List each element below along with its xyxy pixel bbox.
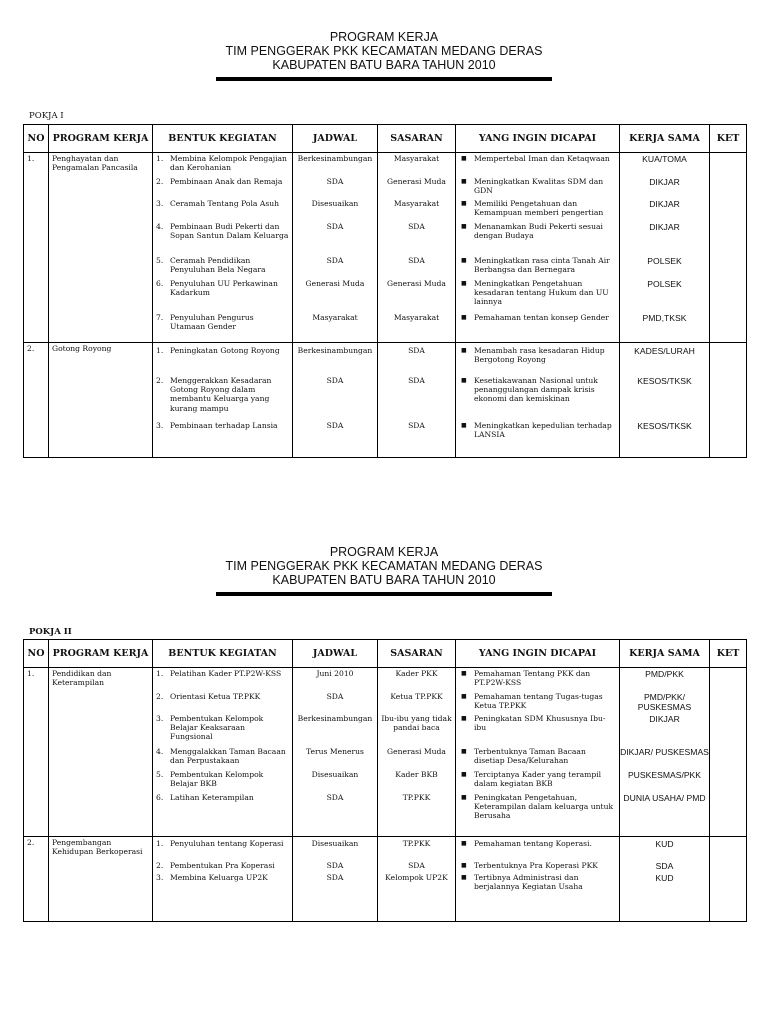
partner-value: DIKJAR: [649, 199, 680, 209]
row-number: 1.: [27, 669, 35, 678]
activity-text: Latihan Keterampilan: [170, 793, 254, 802]
cell-content: [710, 343, 746, 457]
partner-value: PMD,TKSK: [642, 313, 687, 323]
cell-program: [49, 837, 153, 922]
activity-item: [153, 793, 292, 802]
cell-bentuk: [153, 668, 293, 837]
partner-value: PMD/PKK: [645, 669, 684, 679]
schedule-value: SDA: [326, 421, 344, 430]
activity-item: [153, 376, 292, 413]
activity-item: [153, 177, 292, 186]
activity-number: 6.: [156, 793, 164, 802]
row-number: 2.: [27, 838, 35, 847]
schedule-value: SDA: [326, 793, 344, 802]
col-header-ket: KET: [710, 640, 747, 668]
target-value: Masyarakat: [393, 199, 440, 208]
cell-content: [456, 837, 619, 921]
cell-content: [378, 343, 455, 457]
row-number: 2.: [27, 344, 35, 353]
activity-item: [153, 154, 292, 172]
col-header-no: NO: [24, 125, 49, 153]
cell-jadwal: [293, 668, 378, 837]
program-name: Pendidikan dan Keterampilan: [52, 669, 112, 688]
col-header-jadwal: JADWAL: [293, 640, 378, 668]
program-name: Pengembangan Kehidupan Berkoperasi: [52, 838, 143, 857]
goal-item: [456, 861, 619, 870]
cell-no: [24, 837, 49, 922]
activity-text: Pembentukan Kelompok Belajar Keaksaraan Fungsional: [170, 714, 264, 742]
goal-text: Pemahaman tentang Tugas-tugas Ketua TP.PKK: [474, 692, 603, 711]
goal-text: Tertibnya Administrasi dan berjalannya Kegiatan Usaha: [474, 873, 583, 892]
cell-kerjasama: [620, 837, 710, 922]
activity-text: Pembinaan Budi Pekerti dan Sopan Santun Dalam Keluarga: [170, 222, 289, 241]
program-table: [23, 124, 747, 458]
cell-program: [49, 153, 153, 343]
activity-number: 2.: [156, 861, 164, 870]
cell-content: [710, 837, 746, 921]
cell-content: [710, 153, 746, 342]
target-value: Ibu-ibu yang tidak pandai baca: [381, 714, 452, 733]
goal-text: Meningkatkan Kwalitas SDM dan GDN: [474, 177, 604, 196]
bullet-icon: ■: [461, 200, 467, 207]
goal-item: [456, 154, 619, 163]
activity-item: [153, 839, 292, 848]
cell-sasaran: [378, 837, 456, 922]
goal-item: [456, 313, 619, 322]
schedule-value: Berkesinambungan: [297, 714, 373, 723]
partner-value: KUD: [655, 873, 674, 883]
goal-text: Pemahaman tentang Koperasi.: [474, 839, 592, 848]
activity-number: 5.: [156, 770, 164, 779]
cell-content: [620, 837, 709, 921]
col-header-yang: YANG INGIN DICAPAI: [456, 640, 620, 668]
cell-content: [24, 153, 48, 342]
partner-value: KUA/TOMA: [642, 154, 687, 164]
cell-bentuk: [153, 343, 293, 458]
table-row: [24, 343, 747, 458]
cell-yang: [456, 837, 620, 922]
table-row: [24, 837, 747, 922]
activity-number: 1.: [156, 346, 164, 355]
target-value: TP.PKK: [402, 839, 431, 848]
cell-jadwal: [293, 153, 378, 343]
activity-item: [153, 861, 292, 870]
goal-text: Menanamkan Budi Pekerti sesuai dengan Budaya: [474, 222, 603, 241]
bullet-icon: ■: [461, 223, 467, 230]
cell-content: [620, 153, 709, 342]
activity-number: 7.: [156, 313, 164, 322]
bullet-icon: ■: [461, 748, 467, 755]
goal-item: [456, 346, 619, 364]
cell-yang: [456, 668, 620, 837]
header-title: PROGRAM KERJA: [329, 545, 439, 559]
pokja-label: POKJA II: [29, 627, 72, 637]
table-body: [24, 153, 747, 458]
goal-item: [456, 177, 619, 195]
goal-text: Meningkatkan Pengetahuan kesadaran tentang Hukum dan UU lainnya: [474, 279, 609, 307]
table-row: [24, 153, 747, 343]
goal-text: Terbentuknya Pra Koperasi PKK: [474, 861, 598, 870]
cell-sasaran: [378, 343, 456, 458]
activity-number: 3.: [156, 199, 164, 208]
activity-item: [153, 279, 292, 297]
cell-content: [24, 668, 48, 836]
col-header-no: NO: [24, 640, 49, 668]
goal-text: Mempertebal Iman dan Ketaqwaan: [474, 154, 610, 163]
target-value: SDA: [408, 346, 425, 355]
col-header-kerjasama: KERJA SAMA: [620, 640, 710, 668]
col-header-program: PROGRAM KERJA: [49, 640, 153, 668]
schedule-value: SDA: [326, 177, 344, 186]
cell-yang: [456, 153, 620, 343]
activity-item: [153, 199, 292, 208]
col-header-sasaran: SASARAN: [378, 125, 456, 153]
cell-content: [456, 153, 619, 342]
cell-content: [24, 343, 48, 457]
activity-text: Pembinaan Anak dan Remaja: [170, 177, 283, 186]
target-value: Kelompok UP2K: [385, 873, 448, 882]
cell-ket: [710, 343, 747, 458]
goal-item: [456, 256, 619, 274]
target-value: Masyarakat: [393, 154, 440, 163]
activity-text: Menggerakkan Kesadaran Gotong Royong dalam membantu Keluarga yang kurang mampu: [170, 376, 272, 413]
bullet-icon: ■: [461, 771, 467, 778]
col-header-program: PROGRAM KERJA: [49, 125, 153, 153]
bullet-icon: ■: [461, 794, 467, 801]
activity-text: Penyuluhan tentang Koperasi: [170, 839, 284, 848]
schedule-value: Disesuaikan: [311, 770, 359, 779]
schedule-value: Disesuaikan: [311, 199, 359, 208]
cell-kerjasama: [620, 668, 710, 837]
cell-kerjasama: [620, 343, 710, 458]
cell-content: [153, 668, 292, 836]
cell-content: [153, 153, 292, 342]
schedule-value: Disesuaikan: [311, 839, 359, 848]
bullet-icon: ■: [461, 693, 467, 700]
cell-bentuk: [153, 153, 293, 343]
activity-number: 2.: [156, 177, 164, 186]
activity-item: [153, 770, 292, 788]
activity-number: 3.: [156, 421, 164, 430]
row-number: 1.: [27, 154, 35, 163]
partner-value: DIKJAR: [649, 177, 680, 187]
header-divider: [216, 592, 552, 596]
partner-value: DUNIA USAHA/ PMD: [623, 793, 706, 803]
schedule-value: Masyarakat: [312, 313, 358, 322]
goal-item: [456, 747, 619, 765]
goal-text: Pemahaman Tentang PKK dan PT.P2W-KSS: [474, 669, 591, 688]
partner-value: KESOS/TKSK: [637, 376, 692, 386]
header-region-year: KABUPATEN BATU BARA TAHUN 2010: [272, 573, 496, 587]
goal-text: Peningkatan SDM Khususnya Ibu-ibu: [474, 714, 606, 733]
schedule-value: SDA: [326, 256, 344, 265]
cell-content: [49, 837, 152, 921]
header-title: PROGRAM KERJA: [329, 30, 439, 44]
goal-text: Meningkatkan rasa cinta Tanah Air Berbangsa dan Bernegara: [474, 256, 610, 275]
activity-text: Membina Keluarga UP2K: [170, 873, 268, 882]
cell-content: [49, 153, 152, 342]
goal-text: Terciptanya Kader yang terampil dalam kegiatan BKB: [474, 770, 602, 789]
partner-value: PMD/PKK/ PUSKESMAS: [637, 692, 692, 712]
schedule-value: Berkesinambungan: [297, 154, 373, 163]
bullet-icon: ■: [461, 178, 467, 185]
cell-bentuk: [153, 837, 293, 922]
schedule-value: Berkesinambungan: [297, 346, 373, 355]
activity-item: [153, 313, 292, 331]
schedule-value: SDA: [326, 376, 344, 385]
activity-text: Ceramah Pendidikan Penyuluhan Bela Negara: [170, 256, 266, 275]
schedule-value: Terus Menerus: [306, 747, 364, 756]
cell-content: [710, 668, 746, 836]
col-header-bentuk: BENTUK KEGIATAN: [153, 640, 293, 668]
partner-value: POLSEK: [647, 279, 682, 289]
partner-value: KADES/LURAH: [634, 346, 695, 356]
cell-kerjasama: [620, 153, 710, 343]
goal-text: Menambah rasa kesadaran Hidup Bergotong Royong: [474, 346, 605, 365]
activity-item: [153, 256, 292, 274]
activity-number: 4.: [156, 222, 164, 231]
cell-jadwal: [293, 837, 378, 922]
goal-item: [456, 199, 619, 217]
target-value: Generasi Muda: [387, 279, 446, 288]
bullet-icon: ■: [461, 377, 467, 384]
cell-content: [456, 343, 619, 457]
target-value: Kader PKK: [395, 669, 438, 678]
goal-item: [456, 839, 619, 848]
activity-item: [153, 421, 292, 430]
cell-content: [24, 837, 48, 921]
target-value: SDA: [408, 222, 425, 231]
program-table: [23, 639, 747, 922]
goal-text: Meningkatkan kepedulian terhadap LANSIA: [474, 421, 612, 440]
document-header-2: [0, 545, 768, 596]
activity-text: Ceramah Tentang Pola Asuh: [170, 199, 280, 208]
col-header-bentuk: BENTUK KEGIATAN: [153, 125, 293, 153]
goal-item: [456, 793, 619, 821]
bullet-icon: ■: [461, 715, 467, 722]
cell-ket: [710, 837, 747, 922]
activity-number: 6.: [156, 279, 164, 288]
goal-item: [456, 770, 619, 788]
activity-text: Penyuluhan Pengurus Utamaan Gender: [170, 313, 254, 332]
header-region-year: KABUPATEN BATU BARA TAHUN 2010: [272, 58, 496, 72]
cell-content: [378, 668, 455, 836]
target-value: Generasi Muda: [387, 177, 446, 186]
schedule-value: SDA: [326, 873, 344, 882]
goal-text: Pemahaman tentan konsep Gender: [474, 313, 609, 322]
goal-item: [456, 669, 619, 687]
goal-text: Memiliki Pengetahuan dan Kemampuan memberi pengertian: [474, 199, 604, 218]
target-value: TP.PKK: [402, 793, 431, 802]
goal-item: [456, 692, 619, 710]
activity-number: 3.: [156, 714, 164, 723]
cell-content: [49, 343, 152, 457]
goal-item: [456, 222, 619, 240]
bullet-icon: ■: [461, 347, 467, 354]
goal-item: [456, 279, 619, 307]
activity-text: Pelatihan Kader PT.P2W-KSS: [170, 669, 282, 678]
schedule-value: SDA: [326, 222, 344, 231]
activity-text: Pembentukan Pra Koperasi: [170, 861, 275, 870]
document-header-1: [0, 30, 768, 81]
goal-text: Terbentuknya Taman Bacaan disetiap Desa/Kelurahan: [474, 747, 586, 766]
schedule-value: Juni 2010: [316, 669, 354, 678]
activity-number: 1.: [156, 839, 164, 848]
activity-number: 1.: [156, 154, 164, 163]
table-header-row: [24, 125, 747, 153]
pokja-label: POKJA I: [29, 111, 64, 121]
cell-program: [49, 668, 153, 837]
bullet-icon: ■: [461, 422, 467, 429]
activity-item: [153, 669, 292, 678]
activity-number: 4.: [156, 747, 164, 756]
cell-ket: [710, 153, 747, 343]
activity-number: 2.: [156, 376, 164, 385]
table-row: [24, 668, 747, 837]
cell-ket: [710, 668, 747, 837]
goal-item: [456, 421, 619, 439]
target-value: Ketua TP.PKK: [390, 692, 443, 701]
partner-value: SDA: [655, 861, 674, 871]
cell-content: [293, 837, 377, 921]
cell-content: [49, 668, 152, 836]
col-header-kerjasama: KERJA SAMA: [620, 125, 710, 153]
cell-no: [24, 153, 49, 343]
activity-number: 1.: [156, 669, 164, 678]
schedule-value: Generasi Muda: [305, 279, 365, 288]
bullet-icon: ■: [461, 280, 467, 287]
header-divider: [216, 77, 552, 81]
cell-sasaran: [378, 153, 456, 343]
activity-text: Peningkatan Gotong Royong: [170, 346, 280, 355]
activity-item: [153, 692, 292, 701]
partner-value: DIKJAR/ PUSKESMAS: [620, 747, 709, 757]
activity-item: [153, 346, 292, 355]
activity-number: 2.: [156, 692, 164, 701]
cell-content: [293, 153, 377, 342]
cell-content: [153, 837, 292, 921]
bullet-icon: ■: [461, 862, 467, 869]
activity-text: Penyuluhan UU Perkawinan Kadarkum: [170, 279, 278, 298]
schedule-value: SDA: [326, 861, 344, 870]
goal-text: Peningkatan Pengetahuan, Keterampilan dalam keluarga untuk Berusaha: [474, 793, 614, 821]
activity-text: Pembinaan terhadap Lansia: [170, 421, 278, 430]
table-header-row: [24, 640, 747, 668]
cell-content: [620, 343, 709, 457]
target-value: SDA: [408, 376, 425, 385]
cell-content: [378, 837, 455, 921]
cell-content: [293, 343, 377, 457]
target-value: Masyarakat: [393, 313, 440, 322]
goal-text: Kesetiakawanan Nasional untuk penanggulangan dampak krisis ekonomi dan kemiskinan: [474, 376, 598, 404]
activity-text: Menggalakkan Taman Bacaan dan Perpustakaan: [170, 747, 286, 766]
cell-no: [24, 343, 49, 458]
cell-yang: [456, 343, 620, 458]
partner-value: PUSKESMAS/PKK: [627, 770, 702, 780]
program-name: Gotong Royong: [52, 344, 112, 353]
activity-number: 3.: [156, 873, 164, 882]
table-body: [24, 668, 747, 922]
col-header-jadwal: JADWAL: [293, 125, 378, 153]
goal-item: [456, 376, 619, 404]
bullet-icon: ■: [461, 670, 467, 677]
goal-item: [456, 714, 619, 732]
activity-text: Membina Kelompok Pengajian dan Kerohanian: [170, 154, 287, 173]
cell-program: [49, 343, 153, 458]
program-name: Penghayatan dan Pengamalan Pancasila: [52, 154, 138, 173]
bullet-icon: ■: [461, 874, 467, 881]
partner-value: DIKJAR: [649, 714, 680, 724]
bullet-icon: ■: [461, 257, 467, 264]
schedule-value: SDA: [326, 692, 344, 701]
target-value: Generasi Muda: [387, 747, 446, 756]
col-header-yang: YANG INGIN DICAPAI: [456, 125, 620, 153]
activity-item: [153, 222, 292, 240]
cell-sasaran: [378, 668, 456, 837]
col-header-sasaran: SASARAN: [378, 640, 456, 668]
cell-content: [293, 668, 377, 836]
goal-item: [456, 873, 619, 891]
bullet-icon: ■: [461, 314, 467, 321]
activity-number: 5.: [156, 256, 164, 265]
bullet-icon: ■: [461, 155, 467, 162]
bullet-icon: ■: [461, 840, 467, 847]
target-value: SDA: [408, 861, 425, 870]
activity-item: [153, 714, 292, 742]
target-value: SDA: [408, 421, 425, 430]
partner-value: POLSEK: [647, 256, 682, 266]
header-organization: TIM PENGGERAK PKK KECAMATAN MEDANG DERAS: [225, 44, 543, 58]
activity-item: [153, 873, 292, 882]
activity-item: [153, 747, 292, 765]
cell-jadwal: [293, 343, 378, 458]
cell-content: [456, 668, 619, 836]
col-header-ket: KET: [710, 125, 747, 153]
cell-content: [153, 343, 292, 457]
target-value: Kader BKB: [395, 770, 438, 779]
partner-value: KESOS/TKSK: [637, 421, 692, 431]
cell-no: [24, 668, 49, 837]
cell-content: [620, 668, 709, 836]
header-organization: TIM PENGGERAK PKK KECAMATAN MEDANG DERAS: [225, 559, 543, 573]
activity-text: Pembentukan Kelompok Belajar BKB: [170, 770, 264, 789]
partner-value: KUD: [655, 839, 674, 849]
activity-text: Orientasi Ketua TP.PKK: [170, 692, 261, 701]
target-value: SDA: [408, 256, 425, 265]
cell-content: [378, 153, 455, 342]
partner-value: DIKJAR: [649, 222, 680, 232]
